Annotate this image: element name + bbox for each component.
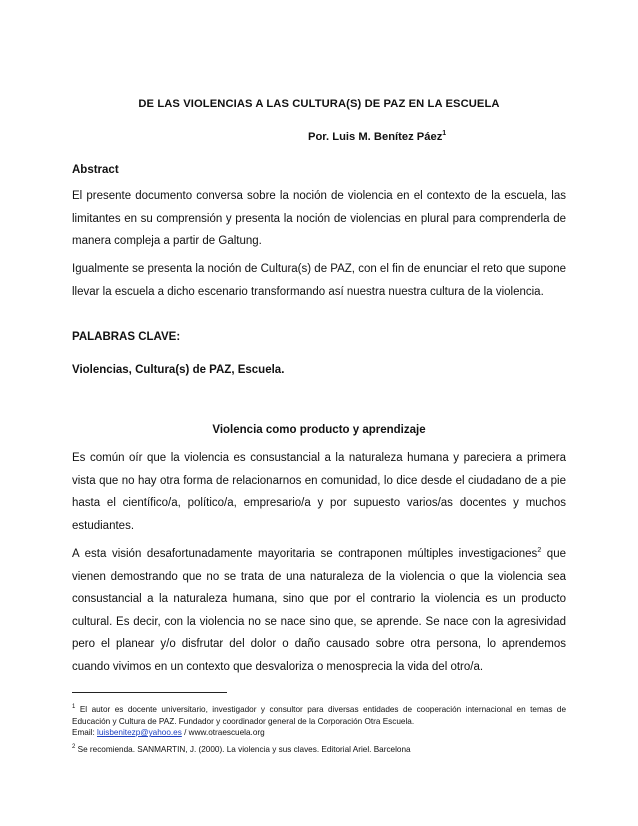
abstract-paragraph-1: El presente documento conversa sobre la noción de violencia en el contexto de la escuela, las limitantes en su comprensión y presenta la noción de violencias en plural para comprenderla de manera compleja a partir de Galtung.	[72, 190, 566, 247]
footnote-divider	[72, 692, 227, 693]
paper-title: DE LAS VIOLENCIAS A LAS CULTURA(S) DE PAZ EN LA ESCUELA	[138, 98, 500, 110]
footnote-2	[72, 744, 566, 756]
author-email-link[interactable]: luisbenitezp@yahoo.es	[97, 728, 182, 738]
abstract-paragraph-2: Igualmente se presenta la noción de Cultura(s) de PAZ, con el fin de enunciar el reto que supone llevar la escuela a dicho escenario transformando así nuestra nuestra cultura de la violencia.	[72, 263, 566, 298]
body-paragraph-1: Es común oír que la violencia es consustancial a la naturaleza humana y pareciera a primera vista que no hay otra forma de relacionarnos en comunidad, lo dice desde el ciudadano de a pie hasta el científico/a, político/a, empresario/a y por supuesto varios/as docentes y muchos estudiantes.	[72, 452, 566, 532]
body-paragraph-2	[72, 543, 566, 678]
footnote-2-marker: 2	[72, 744, 76, 750]
footnote-1	[72, 704, 566, 739]
footnote-1-text: El autor es docente universitario, investigador y consultor para diversas entidades de cooperación internacional en temas de Educación y Cultura de PAZ. Fundador y coordinador general de la Corporación Otra Escuela.	[72, 705, 566, 726]
footnote-ref-1[interactable]: 1	[442, 130, 447, 137]
footnote-1-marker: 1	[72, 704, 76, 710]
author-byline	[72, 130, 566, 143]
footnote-ref-2[interactable]: 2	[537, 547, 542, 554]
author-name: Por. Luis M. Benítez Páez	[308, 131, 443, 143]
footnote-1-email-label: Email:	[72, 728, 98, 738]
body-paragraph-2-rest: que vienen demostrando que no se trata de una naturaleza de la violencia o que la violencia sea consustancial a la naturaleza humana, sino que por el contrario la violencia es un producto cultural. Es decir, con la violencia no se nace sino que, se aprende. Se nace con la agresividad pero el planear y/o disfrutar del dolor o daño causado sobre otra persona, lo aprendemos cuando vivimos en un contexto que desvaloriza o menosprecia la vida del otro/a.	[72, 548, 566, 673]
footnote-1-website: / www.otraescuela.org	[181, 728, 265, 738]
footnote-2-text: Se recomienda. SANMARTIN, J. (2000). La violencia y sus claves. Editorial Ariel. Barcelona	[75, 745, 411, 754]
abstract-heading: Abstract	[72, 164, 119, 176]
keywords-heading: PALABRAS CLAVE:	[72, 331, 181, 343]
body-paragraph-2-start: A esta visión desafortunadamente mayoritaria se contraponen múltiples investigaciones	[72, 548, 538, 560]
keywords-list: Violencias, Cultura(s) de PAZ, Escuela.	[72, 364, 285, 376]
section-heading: Violencia como producto y aprendizaje	[212, 424, 426, 436]
